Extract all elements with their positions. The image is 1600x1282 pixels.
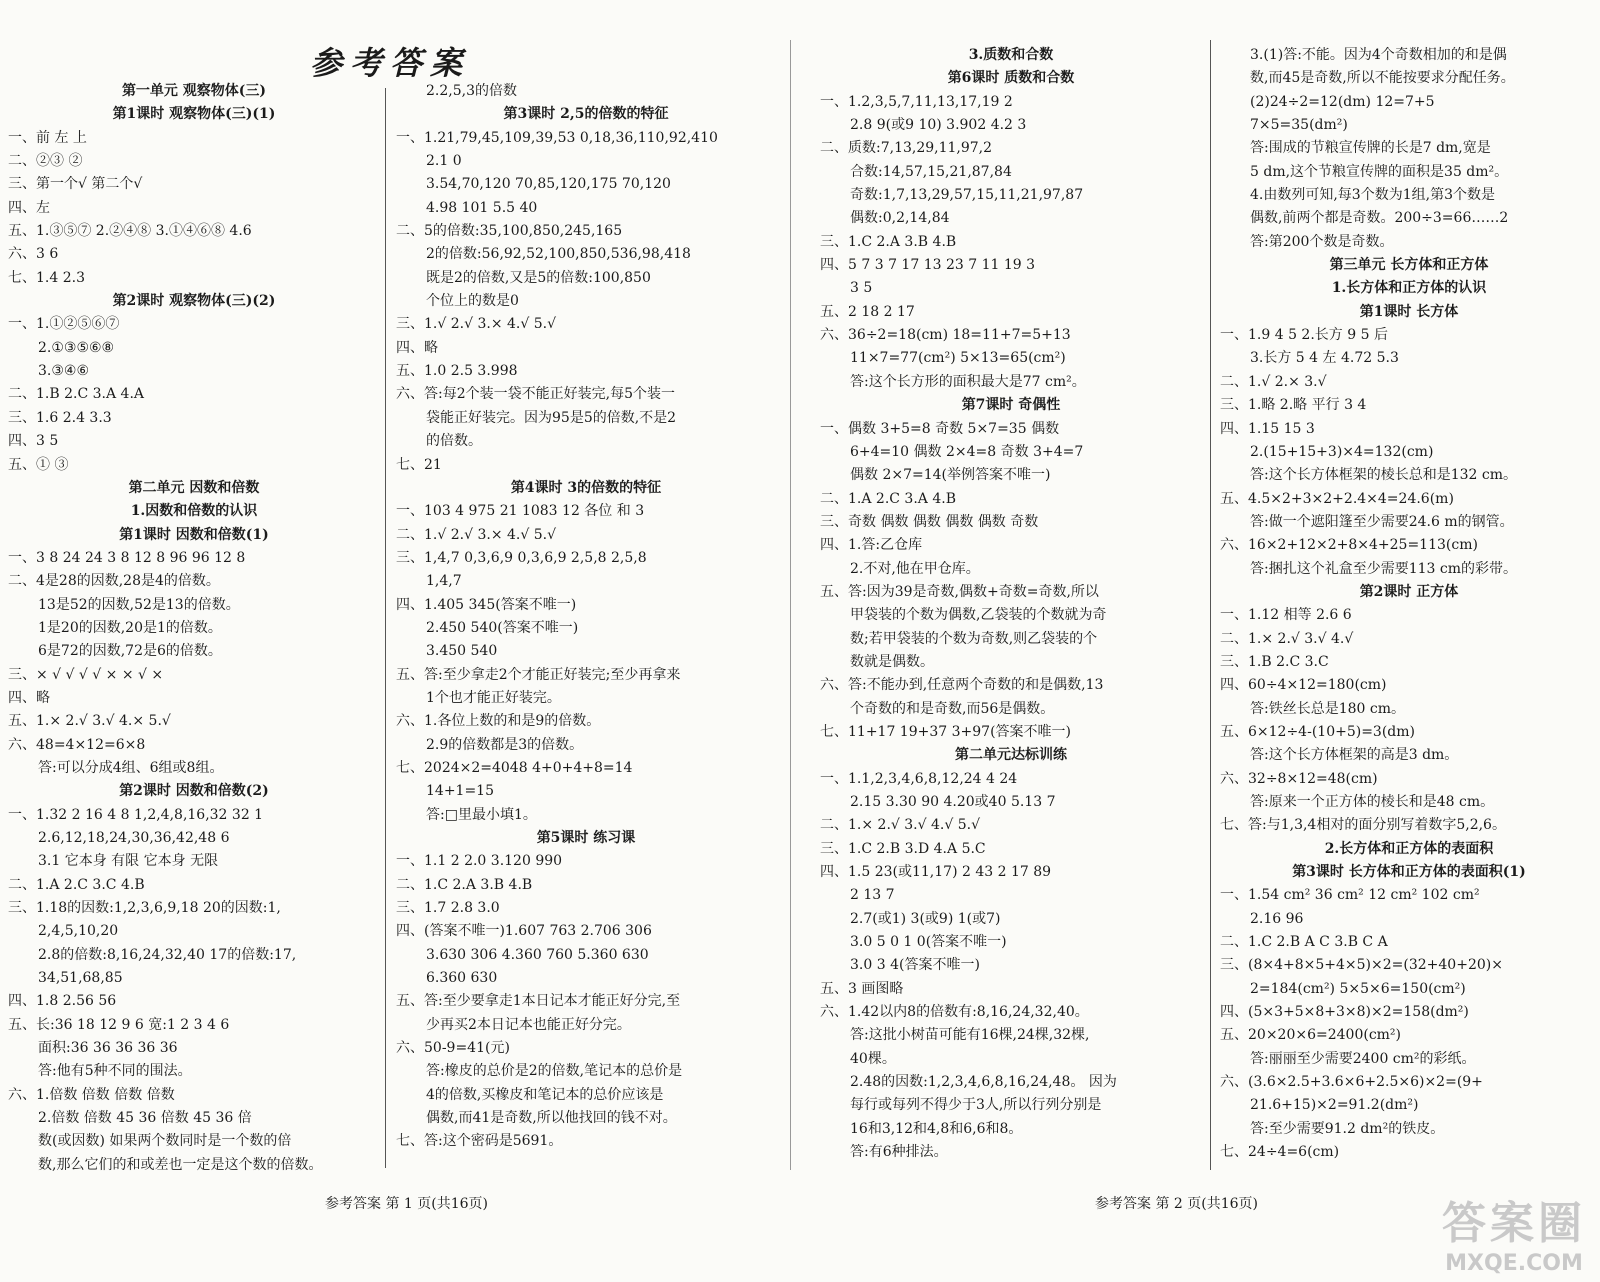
answer-line: 偶数:0,2,14,84 — [850, 210, 950, 227]
answer-line: 个位上的数是0 — [426, 293, 519, 310]
section-heading: 第二单元达标训练 — [955, 747, 1067, 764]
answer-line: 三、1,4,7 0,3,6,9 0,3,6,9 2,5,8 2,5,8 — [396, 549, 647, 566]
section-heading: 第2课时 观察物体(三)(2) — [112, 293, 276, 310]
answer-line: 答:捆扎这个礼盒至少需要113 cm的彩带。 — [1250, 560, 1518, 577]
answer-line: 二、1.√ 2.× 3.√ — [1220, 373, 1327, 390]
answer-line: 二、1.C 2.B A C 3.B C A — [1220, 934, 1388, 951]
answer-line: 五、1.③⑤⑦ 2.②④⑧ 3.①④⑥⑧ 4.6 — [8, 223, 252, 240]
answer-line: 既是2的倍数,又是5的倍数:100,850 — [426, 269, 651, 286]
answer-line: 3.③④⑥ — [38, 363, 90, 380]
answer-column-4 — [1220, 44, 1598, 1165]
answer-line: 答:铁丝长总是180 cm。 — [1250, 700, 1406, 717]
answer-line: 偶数 2×7=14(举例答案不唯一) — [850, 467, 1051, 484]
answer-line: 四、(5×3+5×8+3×8)×2=158(dm²) — [1220, 1004, 1469, 1021]
section-heading: 第二单元 因数和倍数 — [128, 479, 260, 496]
answer-line: 16和3,12和4,8和6,6和8。 — [850, 1120, 1023, 1137]
answer-line: 答:这个长方体框架的棱长总和是132 cm。 — [1250, 467, 1518, 484]
answer-line: 4的倍数,买橡皮和笔记本的总价应该是 — [426, 1086, 664, 1103]
answer-line: 二、1.√ 2.√ 3.× 4.√ 5.√ — [396, 526, 557, 543]
answer-column-3 — [820, 44, 1202, 1165]
section-heading: 第7课时 奇偶性 — [961, 397, 1061, 414]
answer-line: 2.(15+15+3)×4=132(cm) — [1250, 443, 1434, 460]
answer-line: 3.长方 5 4 左 4.72 5.3 — [1250, 350, 1399, 367]
answer-line: 7×5=35(dm²) — [1250, 117, 1348, 134]
answer-line: 13是52的因数,52是13的倍数。 — [38, 596, 240, 613]
answer-line: 5 dm,这个节粮宣传牌的面积是35 dm²。 — [1250, 163, 1509, 180]
answer-line: 七、21 — [396, 456, 442, 473]
page-title: 参考答案 — [309, 44, 470, 82]
answer-line: 答:橡皮的总价是2的倍数,笔记本的总价是 — [426, 1063, 683, 1080]
answer-line: 40棵。 — [850, 1050, 896, 1067]
answer-line: 4.由数列可知,每3个数为1组,第3个数是 — [1250, 187, 1495, 204]
answer-line: 五、20×20×6=2400(cm²) — [1220, 1027, 1402, 1044]
answer-line: 四、5 7 3 7 17 13 23 7 11 19 3 — [820, 257, 1036, 274]
answer-line: 六、16×2+12×2+8×4+25=113(cm) — [1220, 537, 1478, 554]
answer-line: 数(或因数) 如果两个数同时是一个数的倍 — [38, 1133, 292, 1150]
answer-line: 三、1.7 2.8 3.0 — [396, 900, 500, 917]
answer-line: 偶数,前两个都是奇数。200÷3=66……2 — [1250, 210, 1509, 227]
answer-line: 三、奇数 偶数 偶数 偶数 偶数 奇数 — [820, 513, 1039, 530]
answer-line: 6.360 630 — [426, 970, 498, 987]
answer-line: 七、1.4 2.3 — [8, 269, 85, 286]
answer-line: 五、3 画图略 — [820, 980, 904, 997]
answer-line: 六、48=4×12=6×8 — [8, 736, 146, 753]
answer-line: 数,而45是奇数,所以不能按要求分配任务。 — [1250, 70, 1515, 87]
answer-line: 五、① ③ — [8, 456, 69, 473]
section-heading: 3.质数和合数 — [968, 47, 1054, 63]
answer-line: 一、偶数 3+5=8 奇数 5×7=35 偶数 — [820, 420, 1060, 437]
section-heading: 第三单元 长方体和正方体 — [1329, 257, 1489, 274]
answer-line: 四、1.5 23(或11,17) 2 43 2 17 89 — [820, 864, 1052, 881]
answer-line: 一、1.1 2 2.0 3.120 990 — [396, 853, 563, 870]
section-heading: 第1课时 观察物体(三)(1) — [112, 106, 276, 123]
answer-line: 6+4=10 偶数 2×4=8 奇数 3+4=7 — [850, 443, 1084, 460]
answer-line: 2=184(cm²) 5×5×6=150(cm²) — [1250, 980, 1466, 997]
answer-line: 四、1.答:乙仓库 — [820, 537, 923, 554]
answer-line: (2)24÷2=12(dm) 12=7+5 — [1250, 93, 1435, 110]
answer-line: 二、1.C 2.A 3.B 4.B — [396, 876, 533, 893]
answer-line: 五、2 18 2 17 — [820, 303, 915, 320]
answer-line: 1是20的因数,20是1的倍数。 — [38, 619, 222, 636]
answer-line: 三、1.C 2.A 3.B 4.B — [820, 233, 957, 250]
answer-line: 个奇数的和是奇数,而56是偶数。 — [850, 700, 1055, 717]
answer-line: 2.450 540(答案不唯一) — [426, 619, 579, 636]
answer-line: 1个也才能正好装完。 — [426, 689, 561, 706]
answer-line: 五、答:至少要拿走1本日记本才能正好分完,至 — [396, 993, 681, 1010]
answer-line: 3.0 5 0 1 0(答案不唯一) — [850, 934, 1007, 951]
answer-line: 二、②③ ② — [8, 153, 83, 170]
answer-line: 答:□里最小填1。 — [426, 806, 537, 823]
answer-line: 3 5 — [850, 280, 873, 297]
answer-line: 2 13 7 — [850, 887, 895, 904]
answer-line: 答:原来一个正方体的棱长和是48 cm。 — [1250, 794, 1495, 810]
answer-line: 答:做一个遮阳篷至少需要24.6 m的钢管。 — [1250, 513, 1514, 530]
answer-line: 答:这个长方体框架的高是3 dm。 — [1250, 747, 1459, 764]
answer-line: 一、1.2,3,5,7,11,13,17,19 2 — [820, 93, 1013, 110]
section-heading: 2.长方体和正方体的表面积 — [1324, 840, 1494, 857]
answer-line: 四、(答案不唯一)1.607 763 2.706 306 — [396, 923, 652, 940]
answer-line: 偶数,而41是奇数,所以他找回的钱不对。 — [426, 1110, 677, 1127]
answer-line: 3.630 306 4.360 760 5.360 630 — [426, 946, 649, 963]
answer-line: 七、24÷4=6(cm) — [1220, 1144, 1340, 1161]
answer-line: 6是72的因数,72是6的倍数。 — [38, 643, 222, 660]
answer-line: 一、1.1,2,3,4,6,8,12,24 4 24 — [820, 770, 1018, 787]
section-heading: 第1课时 因数和倍数(1) — [119, 526, 269, 543]
watermark-url: MXQE.COM — [1445, 1251, 1583, 1276]
section-heading: 第一单元 观察物体(三) — [121, 83, 267, 99]
answer-line: 二、质数:7,13,29,11,97,2 — [820, 140, 993, 157]
section-heading: 第5课时 练习课 — [536, 830, 636, 846]
answer-line: 3.54,70,120 70,85,120,175 70,120 — [426, 176, 671, 193]
answer-line: 21.6+15)×2=91.2(dm²) — [1250, 1097, 1419, 1114]
answer-line: 五、答:至少拿走2个才能正好装完;至少再拿来 — [396, 666, 681, 683]
answer-line: 二、1.B 2.C 3.A 4.A — [8, 386, 145, 403]
answer-line: 三、1.√ 2.√ 3.× 4.√ 5.√ — [396, 316, 557, 333]
answer-line: 二、1.× 2.√ 3.√ 4.√ — [1220, 630, 1354, 647]
answer-line: 四、60÷4×12=180(cm) — [1220, 677, 1387, 694]
answer-line: 2.9的倍数都是3的倍数。 — [426, 736, 584, 753]
answer-line: 3.0 3 4(答案不唯一) — [850, 957, 980, 974]
answer-line: 三、1.6 2.4 3.3 — [8, 409, 112, 426]
answer-line: 二、5的倍数:35,100,850,245,165 — [396, 223, 623, 240]
answer-line: 2.7(或1) 3(或9) 1(或7) — [850, 910, 1001, 927]
answer-line: 答:这批小树苗可能有16棵,24棵,32棵, — [850, 1027, 1090, 1044]
answer-line: 五、1.0 2.5 3.998 — [396, 363, 518, 380]
answer-line: 六、3 6 — [8, 246, 59, 263]
answer-line: 少再买2本日记本也能正好分完。 — [426, 1016, 631, 1033]
answer-line: 六、36÷2=18(cm) 18=11+7=5+13 — [820, 327, 1071, 344]
answer-line: 二、1.A 2.C 3.C 4.B — [8, 876, 145, 893]
answer-line: 答:有6种排法。 — [850, 1144, 948, 1161]
answer-line: 三、× √ √ √ √ × × √ × — [8, 666, 164, 683]
answer-line: 2,4,5,10,20 — [38, 923, 119, 940]
answer-line: 2.不对,他在甲仓库。 — [850, 560, 980, 577]
answer-line: 2.48的因数:1,2,3,4,6,8,16,24,48。 因为 — [850, 1074, 1117, 1091]
watermark — [1442, 1187, 1586, 1276]
section-heading: 第2课时 正方体 — [1359, 583, 1459, 600]
page-footer-left: 参考答案 第 1 页(共16页) — [325, 1196, 488, 1212]
answer-line: 三、1.18的因数:1,2,3,6,9,18 20的因数:1, — [8, 900, 281, 917]
answer-line: 袋能正好装完。因为95是5的倍数,不是2 — [426, 409, 677, 426]
section-heading: 第6课时 质数和合数 — [947, 70, 1075, 87]
answer-line: 一、1.①②⑤⑥⑦ — [8, 316, 120, 333]
answer-line: 四、1.8 2.56 56 — [8, 993, 117, 1010]
answer-line: 2.8 9(或9 10) 3.902 4.2 3 — [850, 117, 1027, 134]
answer-line: 3.1 它本身 有限 它本身 无限 — [38, 853, 219, 870]
answer-line: 4.98 101 5.5 40 — [426, 199, 538, 216]
answer-line: 六、答:不能办到,任意两个奇数的和是偶数,13 — [820, 677, 1104, 694]
answer-line: 答:他有5种不同的围法。 — [38, 1063, 192, 1080]
answer-line: 一、前 左 上 — [8, 129, 87, 146]
answer-line: 六、1.42以内8的倍数有:8,16,24,32,40。 — [820, 1004, 1089, 1021]
answer-line: 一、1.9 4 5 2.长方 9 5 后 — [1220, 327, 1388, 344]
answer-line: 答:围成的节粮宣传牌的长是7 dm,宽是 — [1250, 140, 1491, 157]
answer-line: 答:第200个数是奇数。 — [1250, 233, 1394, 250]
answer-line: 34,51,68,85 — [38, 970, 123, 987]
answer-line: 五、4.5×2+3×2+2.4×4=24.6(m) — [1220, 490, 1454, 507]
answer-line: 2.15 3.30 90 4.20或40 5.13 7 — [850, 794, 1056, 810]
answer-line: 一、103 4 975 21 1083 12 各位 和 3 — [396, 503, 645, 520]
answer-line: 七、答:与1,3,4相对的面分别写着数字5,2,6。 — [1220, 817, 1506, 834]
answer-line: 一、1.54 cm² 36 cm² 12 cm² 102 cm² — [1220, 887, 1480, 904]
answer-line: 一、1.12 相等 2.6 6 — [1220, 607, 1352, 624]
answer-line: 二、4是28的因数,28是4的倍数。 — [8, 573, 220, 590]
answer-line: 五、答:因为39是奇数,偶数+奇数=奇数,所以 — [820, 583, 1099, 600]
answer-line: 七、答:这个密码是5691。 — [396, 1133, 563, 1150]
answer-line: 四、1.405 345(答案不唯一) — [396, 596, 577, 613]
answer-column-1 — [8, 80, 380, 1177]
page-footer-right: 参考答案 第 2 页(共16页) — [1095, 1196, 1258, 1212]
answer-line: 五、6×12÷4-(10+5)=3(dm) — [1220, 723, 1415, 740]
answer-line: 五、1.× 2.√ 3.√ 4.× 5.√ — [8, 713, 171, 730]
answer-line: 甲袋装的个数为偶数,乙袋装的个数就为奇 — [850, 607, 1107, 624]
column-divider — [385, 88, 386, 1168]
answer-line: 14+1=15 — [426, 783, 494, 800]
answer-line: 四、略 — [396, 339, 438, 356]
answer-line: 四、3 5 — [8, 433, 59, 450]
answer-line: 2.1 0 — [426, 153, 462, 170]
section-heading: 1.因数和倍数的认识 — [130, 503, 258, 520]
answer-line: 奇数:1,7,13,29,57,15,11,21,97,87 — [850, 187, 1084, 204]
answer-line: 三、(8×4+8×5+4×5)×2=(32+40+20)× — [1220, 957, 1503, 974]
answer-line: 一、1.21,79,45,109,39,53 0,18,36,110,92,410 — [396, 129, 718, 146]
answer-line: 一、3 8 24 24 3 8 12 8 96 96 12 8 — [8, 549, 246, 566]
answer-line: 数就是偶数。 — [850, 653, 934, 670]
answer-line: 六、(3.6×2.5+3.6×6+2.5×6)×2=(9+ — [1220, 1074, 1483, 1091]
answer-line: 七、2024×2=4048 4+0+4+8=14 — [396, 759, 633, 776]
answer-line: 六、1.各位上数的和是9的倍数。 — [396, 713, 601, 730]
answer-line: 1,4,7 — [426, 573, 462, 590]
answer-line: 一、1.32 2 16 4 8 1,2,4,8,16,32 32 1 — [8, 806, 264, 823]
answer-line: 三、1.略 2.略 平行 3 4 — [1220, 397, 1367, 414]
section-heading: 第3课时 长方体和正方体的表面积(1) — [1292, 864, 1526, 881]
answer-line: 11×7=77(cm²) 5×13=65(cm²) — [850, 350, 1066, 367]
answer-line: 四、1.15 15 3 — [1220, 420, 1315, 437]
section-heading: 第3课时 2,5的倍数的特征 — [503, 106, 669, 123]
section-heading: 第2课时 因数和倍数(2) — [119, 783, 269, 800]
answer-line: 二、1.× 2.√ 3.√ 4.√ 5.√ — [820, 817, 981, 834]
answer-line: 答:这个长方形的面积最大是77 cm²。 — [850, 373, 1086, 390]
answer-line: 答:丽丽至少需要2400 cm²的彩纸。 — [1250, 1050, 1476, 1067]
answer-line: 六、32÷8×12=48(cm) — [1220, 770, 1378, 787]
answer-line: 四、左 — [8, 199, 50, 216]
answer-line: 数,那么它们的和或差也一定是这个数的倍数。 — [38, 1156, 323, 1173]
answer-line: 2.8的倍数:8,16,24,32,40 17的倍数:17, — [38, 946, 297, 963]
column-divider — [1210, 40, 1211, 1170]
answer-line: 三、第一个√ 第二个√ — [8, 176, 143, 193]
watermark-logo: 答案圈 — [1442, 1198, 1586, 1249]
answer-line: 3.450 540 — [426, 643, 498, 660]
answer-line: 答:可以分成4组、6组或8组。 — [38, 759, 224, 776]
answer-line: 2.6,12,18,24,30,36,42,48 6 — [38, 830, 230, 846]
answer-line: 2.①③⑤⑥⑧ — [38, 339, 115, 356]
answer-line: 二、1.A 2.C 3.A 4.B — [820, 490, 957, 507]
answer-line: 三、1.B 2.C 3.C — [1220, 653, 1329, 670]
section-heading: 第1课时 长方体 — [1359, 303, 1459, 320]
answer-line: 六、答:每2个装一袋不能正好装完,每5个装一 — [396, 386, 675, 403]
answer-column-2 — [396, 80, 776, 1154]
section-heading: 1.长方体和正方体的认识 — [1331, 280, 1487, 297]
answer-line: 3.(1)答:不能。因为4个奇数相加的和是偶 — [1250, 47, 1507, 63]
answer-line: 六、50-9=41(元) — [396, 1040, 510, 1057]
answer-line: 三、1.C 2.B 3.D 4.A 5.C — [820, 840, 986, 857]
answer-line: 四、略 — [8, 689, 50, 706]
section-heading: 第4课时 3的倍数的特征 — [510, 479, 662, 496]
answer-line: 2.倍数 倍数 45 36 倍数 45 36 倍 — [38, 1110, 252, 1127]
answer-line: 每行或每列不得少于3人,所以行列分别是 — [850, 1097, 1102, 1114]
answer-line: 六、1.倍数 倍数 倍数 倍数 — [8, 1086, 175, 1103]
answer-line: 五、长:36 18 12 9 6 宽:1 2 3 4 6 — [8, 1016, 230, 1033]
page-gutter — [790, 40, 791, 1170]
answer-line: 七、11+17 19+37 3+97(答案不唯一) — [820, 723, 1071, 740]
answer-line: 2的倍数:56,92,52,100,850,536,98,418 — [426, 246, 691, 263]
answer-line: 的倍数。 — [426, 433, 482, 450]
answer-line: 面积:36 36 36 36 36 — [38, 1040, 178, 1057]
answer-line: 答:至少需要91.2 dm²的铁皮。 — [1250, 1120, 1445, 1137]
answer-line: 数;若甲袋装的个数为奇数,则乙袋装的个 — [850, 630, 1098, 647]
answer-line: 2.16 96 — [1250, 910, 1304, 927]
answer-line: 2.2,5,3的倍数 — [426, 83, 517, 99]
answer-line: 合数:14,57,15,21,87,84 — [850, 163, 1012, 180]
